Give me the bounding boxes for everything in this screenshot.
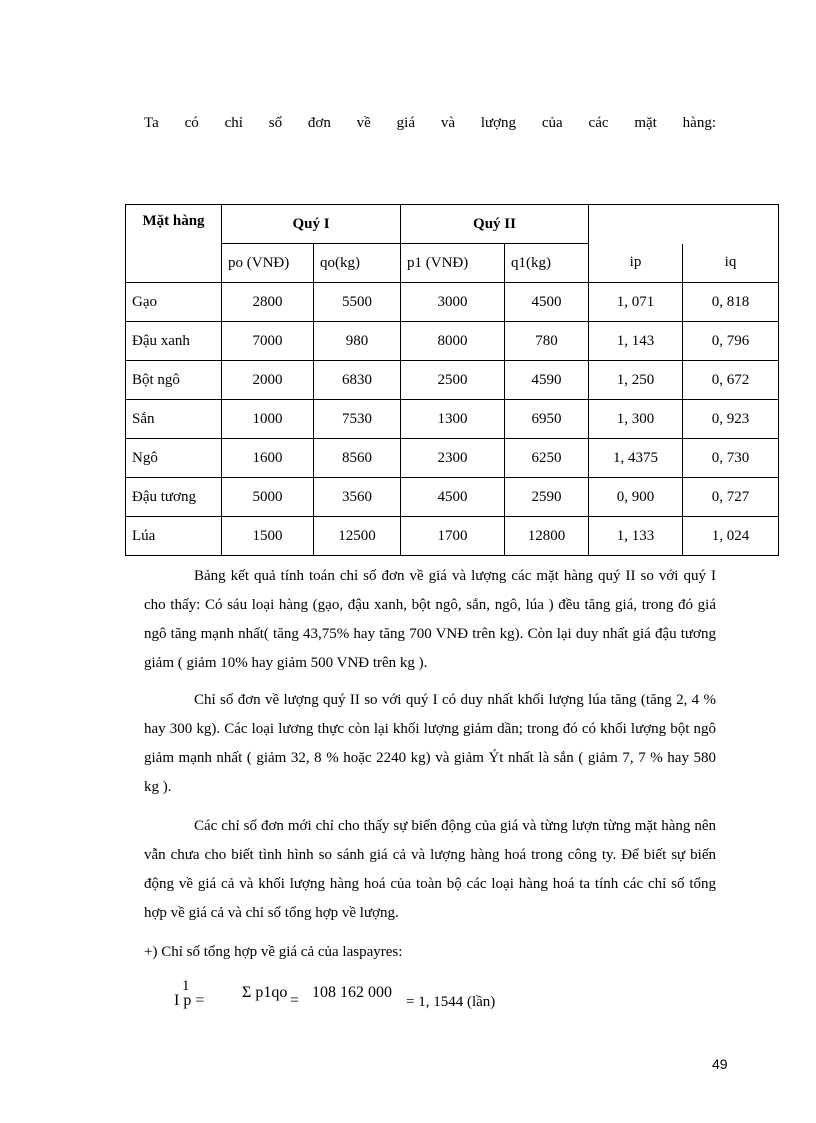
header-spacer	[683, 205, 779, 244]
cell-iq: 0, 672	[683, 361, 779, 400]
cell-iq: 0, 818	[683, 283, 779, 322]
cell-qo: 5500	[314, 283, 401, 322]
header-mat-hang: Mặt hàng	[126, 205, 222, 283]
header-q1: q1(kg)	[505, 244, 589, 283]
cell-p1: 2300	[401, 439, 505, 478]
header-p1: p1 (VNĐ)	[401, 244, 505, 283]
cell-ip: 1, 250	[589, 361, 683, 400]
row-name: Đậu tương	[126, 478, 222, 517]
cell-qo: 6830	[314, 361, 401, 400]
cell-qo: 7530	[314, 400, 401, 439]
cell-q1: 2590	[505, 478, 589, 517]
cell-p1: 4500	[401, 478, 505, 517]
paragraph-price-analysis: Bảng kết quả tính toán chỉ số đơn về giá và lượng các mặt hàng quý II so với quý I cho thấy: Có sáu loại hàng (gạo, đậu xanh, bột ngô, sắn, ngô, lúa ) đều tăng giá, trong đó giá ngô tăng mạnh nhất( tăng 43,75% hay tăng 700 VNĐ trên kg). Còn lại duy nhất giá đậu tương giảm ( giảm 10% hay giảm 500 VNĐ trên kg ).	[144, 568, 716, 671]
formula-lhs: I p =	[174, 992, 205, 1009]
cell-po: 1500	[222, 517, 314, 556]
cell-qo: 980	[314, 322, 401, 361]
cell-ip: 1, 133	[589, 517, 683, 556]
header-quy-2: Quý II	[401, 205, 589, 244]
row-name: Bột ngô	[126, 361, 222, 400]
header-quy-1: Quý I	[222, 205, 401, 244]
row-name: Sắn	[126, 400, 222, 439]
cell-ip: 1, 4375	[589, 439, 683, 478]
header-iq: iq	[683, 244, 779, 283]
header-qo: qo(kg)	[314, 244, 401, 283]
formula-result: = 1, 1544 (lần)	[406, 994, 496, 1010]
cell-ip: 1, 300	[589, 400, 683, 439]
paragraph-laspeyres-heading: +) Chỉ số tổng hợp về giá cả của laspayres:	[144, 944, 403, 960]
cell-p1: 8000	[401, 322, 505, 361]
cell-iq: 1, 024	[683, 517, 779, 556]
cell-q1: 6950	[505, 400, 589, 439]
cell-q1: 4500	[505, 283, 589, 322]
cell-po: 1600	[222, 439, 314, 478]
cell-po: 2800	[222, 283, 314, 322]
cell-q1: 12800	[505, 517, 589, 556]
cell-po: 5000	[222, 478, 314, 517]
table-row	[126, 439, 779, 478]
cell-iq: 0, 796	[683, 322, 779, 361]
cell-p1: 3000	[401, 283, 505, 322]
cell-iq: 0, 730	[683, 439, 779, 478]
table-row	[126, 322, 779, 361]
cell-qo: 3560	[314, 478, 401, 517]
formula-value: 108 162 000	[312, 984, 392, 1001]
cell-p1: 1300	[401, 400, 505, 439]
cell-qo: 8560	[314, 439, 401, 478]
header-po: po (VNĐ)	[222, 244, 314, 283]
cell-q1: 780	[505, 322, 589, 361]
cell-q1: 6250	[505, 439, 589, 478]
cell-p1: 1700	[401, 517, 505, 556]
row-name: Gạo	[126, 283, 222, 322]
cell-iq: 0, 923	[683, 400, 779, 439]
cell-iq: 0, 727	[683, 478, 779, 517]
formula-superscript: 1	[182, 978, 190, 994]
row-name: Lúa	[126, 517, 222, 556]
header-ip: ip	[589, 244, 683, 283]
formula-sum: Σ p1qo	[242, 984, 288, 1001]
table-row	[126, 361, 779, 400]
cell-po: 1000	[222, 400, 314, 439]
formula-equals: =	[290, 992, 300, 1009]
table-row	[126, 283, 779, 322]
header-spacer	[589, 205, 683, 244]
intro-line: Ta có chỉ số đơn về giá và lượng của các mặt hàng:	[144, 115, 716, 131]
cell-ip: 1, 071	[589, 283, 683, 322]
price-quantity-index-table	[125, 204, 779, 556]
table-row	[126, 517, 779, 556]
cell-ip: 0, 900	[589, 478, 683, 517]
row-name: Đậu xanh	[126, 322, 222, 361]
page-number: 49	[712, 1056, 728, 1072]
cell-ip: 1, 143	[589, 322, 683, 361]
cell-qo: 12500	[314, 517, 401, 556]
cell-q1: 4590	[505, 361, 589, 400]
paragraph-summary: Các chỉ số đơn mới chỉ cho thấy sự biến động của giá và từng lượn từng mặt hàng nên vẫn chưa cho biết tình hình so sánh giá cả và lượng hàng hoá trong công ty. Để biết sự biến động về giá cả và khối lượng hàng hoá của toàn bộ các loại hàng hoá ta tính các chỉ số tổng hợp về giá cả và chỉ số tổng hợp về lượng.	[144, 818, 716, 921]
laspeyres-formula	[174, 978, 574, 1028]
cell-p1: 2500	[401, 361, 505, 400]
row-name: Ngô	[126, 439, 222, 478]
table-row	[126, 478, 779, 517]
cell-po: 2000	[222, 361, 314, 400]
paragraph-quantity-analysis: Chỉ số đơn về lượng quý II so với quý I có duy nhất khối lượng lúa tăng (tăng 2, 4 % hay 300 kg). Các loại lương thực còn lại khối lượng giảm dần; trong đó có khối lượng bột ngô giảm mạnh nhất ( giảm 32, 8 % hoặc 2240 kg) và giảm Ýt nhất là sắn ( giảm 7, 7 % hay 580 kg ).	[144, 692, 716, 795]
cell-po: 7000	[222, 322, 314, 361]
table-row	[126, 400, 779, 439]
